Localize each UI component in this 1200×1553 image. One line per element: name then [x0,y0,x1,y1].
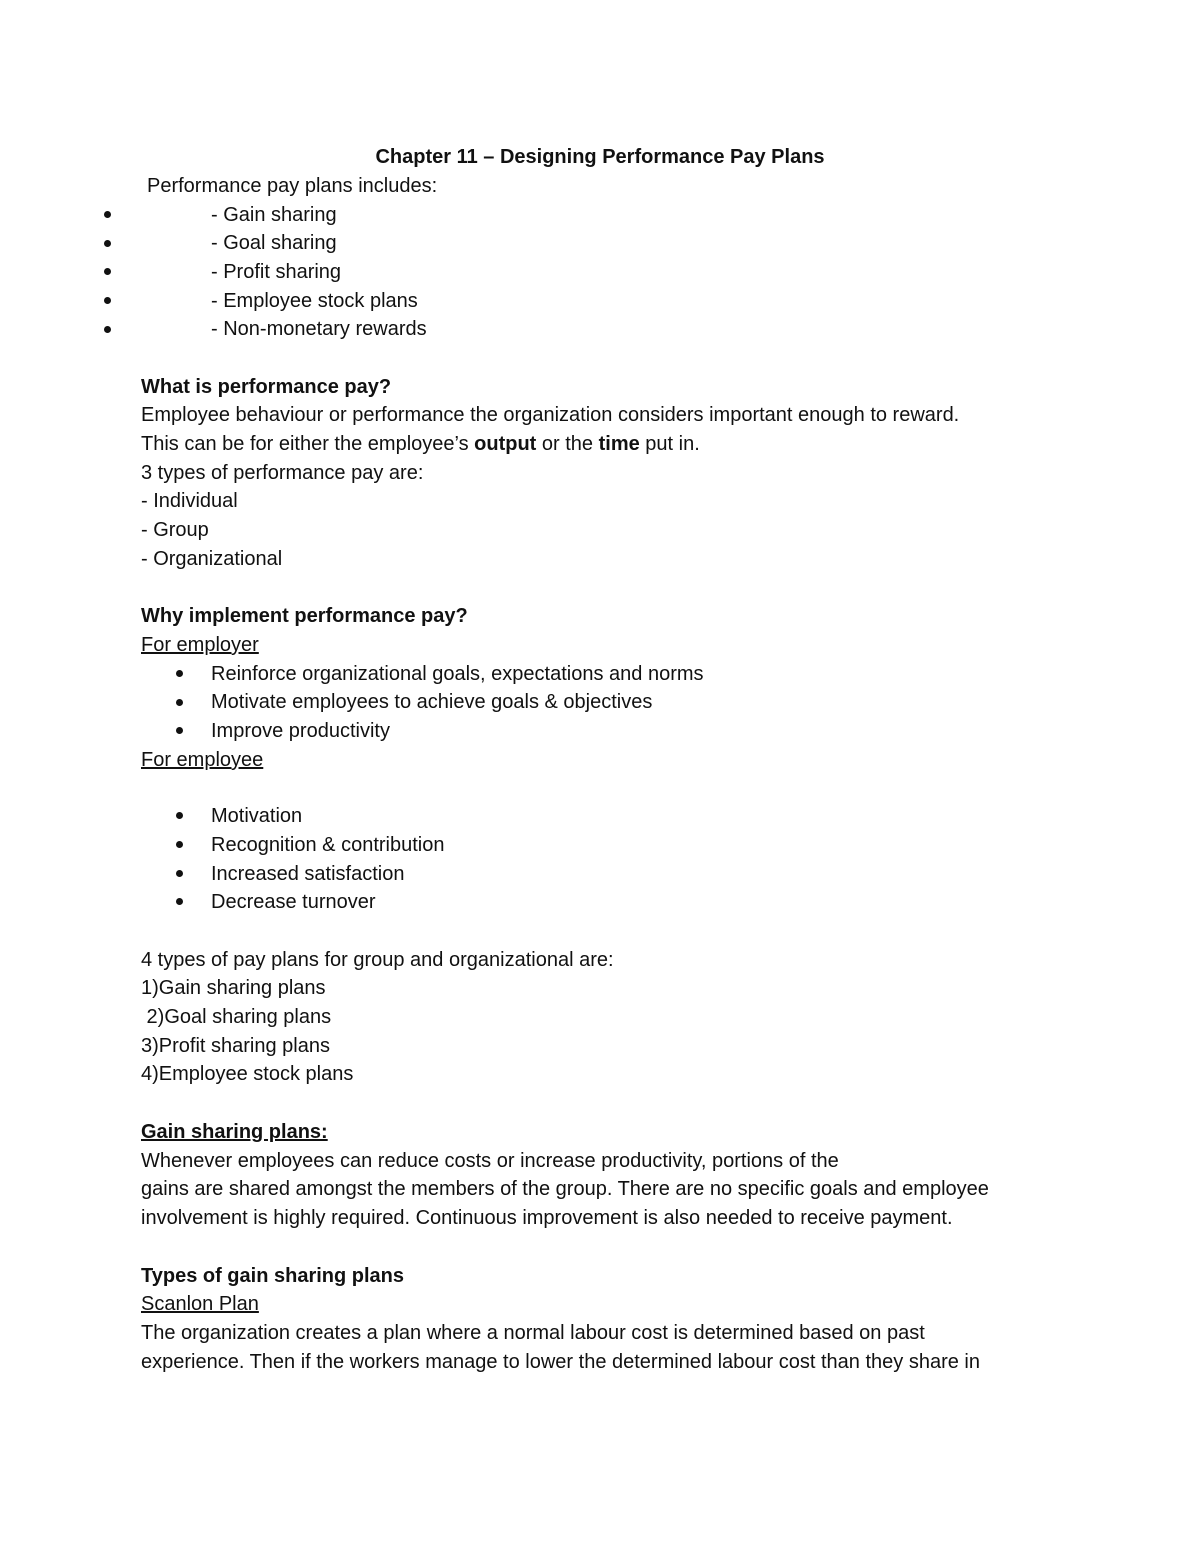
employer-item: Motivate employees to achieve goals & objectives [211,691,653,713]
employer-label: For employer [141,634,259,656]
intro-item: - Gain sharing [211,204,337,226]
employee-label: For employee [141,749,264,771]
intro-item: - Employee stock plans [211,290,418,312]
paragraph-line [141,432,700,456]
bullet-icon [104,240,111,247]
section-heading-what-is: What is performance pay? [141,376,392,398]
bullet-icon [176,812,183,819]
employee-item: Recognition & contribution [211,834,445,856]
employer-item: Reinforce organizational goals, expectations and norms [211,663,704,685]
group-plan-item: 3)Profit sharing plans [141,1035,330,1057]
intro-item: - Goal sharing [211,232,337,254]
bullet-icon [104,211,111,218]
scanlon-label: Scanlon Plan [141,1293,259,1315]
bullet-icon [176,699,183,706]
type-item: - Organizational [141,548,283,570]
section-heading-gain-sharing: Gain sharing plans: [141,1121,328,1143]
group-plan-item: 4)Employee stock plans [141,1063,354,1085]
group-plan-item: 2)Goal sharing plans [141,1006,332,1028]
section-heading-types-gain: Types of gain sharing plans [141,1265,405,1287]
paragraph-line: gains are shared amongst the members of the group. There are no specific goals and employee [141,1178,989,1200]
bullet-icon [104,268,111,275]
intro-item: - Profit sharing [211,261,342,283]
paragraph-line: experience. Then if the workers manage to lower the determined labour cost than they share in [141,1351,980,1373]
group-plans-label: 4 types of pay plans for group and organizational are: [141,949,614,971]
paragraph-line: Whenever employees can reduce costs or increase productivity, portions of the [141,1150,839,1172]
emphasis-output: output [474,433,537,455]
type-item: - Individual [141,490,238,512]
text-span: put in. [639,433,700,455]
bullet-icon [176,898,183,905]
employer-item: Improve productivity [211,720,390,742]
types-label: 3 types of performance pay are: [141,462,424,484]
group-plan-item: 1)Gain sharing plans [141,977,326,999]
paragraph-line: Employee behaviour or performance the organization considers important enough to reward. [141,404,960,426]
employee-item: Increased satisfaction [211,863,405,885]
bullet-icon [104,297,111,304]
type-item: - Group [141,519,209,541]
paragraph-line: The organization creates a plan where a normal labour cost is determined based on past [141,1322,925,1344]
employee-item: Decrease turnover [211,891,376,913]
bullet-icon [176,841,183,848]
bullet-icon [104,326,111,333]
paragraph-line: involvement is highly required. Continuous improvement is also needed to receive payment. [141,1207,953,1229]
intro-label: Performance pay plans includes: [147,175,438,197]
section-heading-why: Why implement performance pay? [141,605,468,627]
text-span: or the [536,433,599,455]
emphasis-time: time [598,433,640,455]
bullet-icon [176,870,183,877]
bullet-icon [176,727,183,734]
page-title: Chapter 11 – Designing Performance Pay Plans [375,146,825,168]
bullet-icon [176,670,183,677]
text-span: This can be for either the employee’s [141,433,475,455]
intro-item: - Non-monetary rewards [211,318,427,340]
employee-item: Motivation [211,805,303,827]
